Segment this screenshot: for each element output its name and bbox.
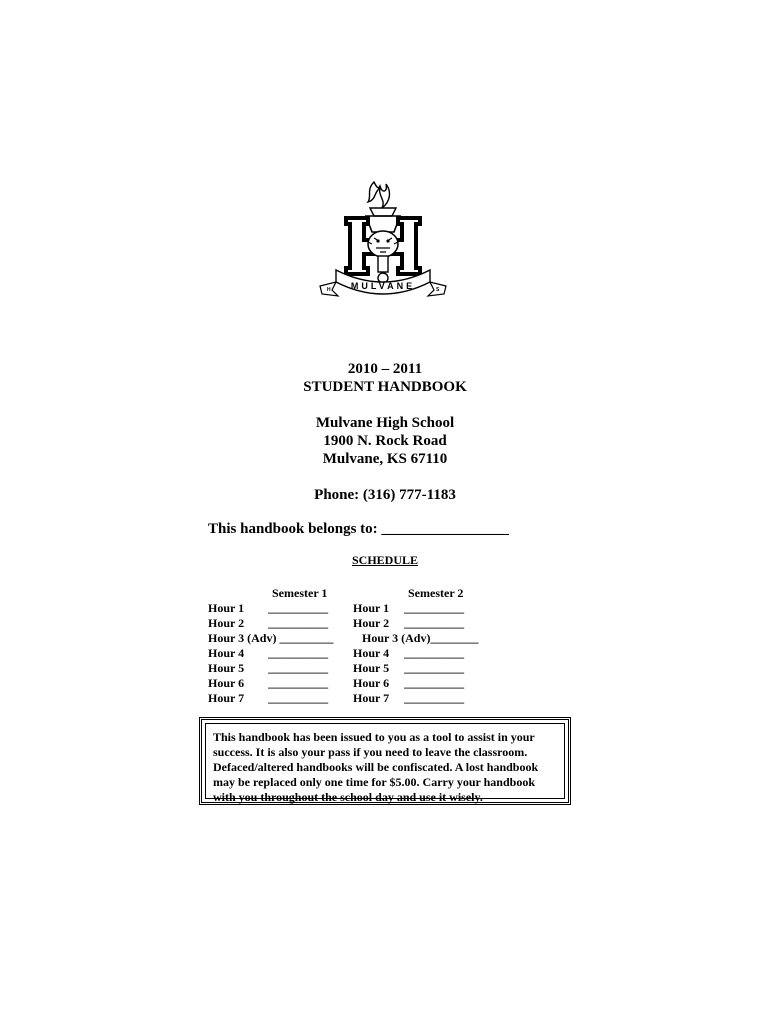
schedule-row-left: Hour 7 __________: [208, 691, 329, 705]
schedule-row-right: Hour 7 __________: [353, 691, 465, 705]
schedule-row-right: Hour 5 __________: [353, 661, 465, 675]
schedule-row-left: Hour 6 __________: [208, 676, 329, 690]
notice-box: [199, 717, 571, 805]
schedule-row-right: Hour 3 (Adv)________: [362, 631, 479, 645]
schedule-row-right: Hour 2 __________: [353, 616, 465, 630]
school-logo: [316, 178, 450, 300]
logo-banner-text: MULVANE: [350, 281, 416, 291]
school-city: Mulvane, KS 67110: [322, 451, 448, 467]
semester-1-heading: Semester 1: [272, 586, 328, 600]
notice-text: This handbook has been issued to you as a tool to assist in your success. It is also your pass if you need to leave the classroom. Defaced/altered handbooks will be confiscated. A lost handbook may be replaced only one time for $5.00. Carry your handbook with you throughout the school day and use it wisely.: [205, 723, 565, 799]
schedule-row-right: Hour 6 __________: [353, 676, 465, 690]
school-name: Mulvane High School: [315, 415, 455, 431]
logo-letter-s: S: [436, 287, 440, 293]
logo-letter-h: H: [327, 287, 331, 293]
schedule-row-left: Hour 1 __________: [208, 601, 329, 615]
schedule-row-left: Hour 4 __________: [208, 646, 329, 660]
school-address: 1900 N. Rock Road: [323, 433, 447, 449]
schedule-row-right: Hour 4 __________: [353, 646, 465, 660]
schedule-row-left: Hour 2 __________: [208, 616, 329, 630]
schedule-row-right: Hour 1 __________: [353, 601, 465, 615]
owner-line: This handbook belongs to: _________________: [208, 521, 509, 537]
school-phone: Phone: (316) 777-1183: [314, 487, 456, 503]
schedule-row-left: Hour 5 __________: [208, 661, 329, 675]
handbook-year: 2010 – 2011: [347, 361, 423, 377]
schedule-row-left: Hour 3 (Adv) _________: [208, 631, 334, 645]
handbook-title: STUDENT HANDBOOK: [303, 379, 467, 395]
schedule-title: SCHEDULE: [351, 553, 419, 567]
semester-2-heading: Semester 2: [408, 586, 464, 600]
